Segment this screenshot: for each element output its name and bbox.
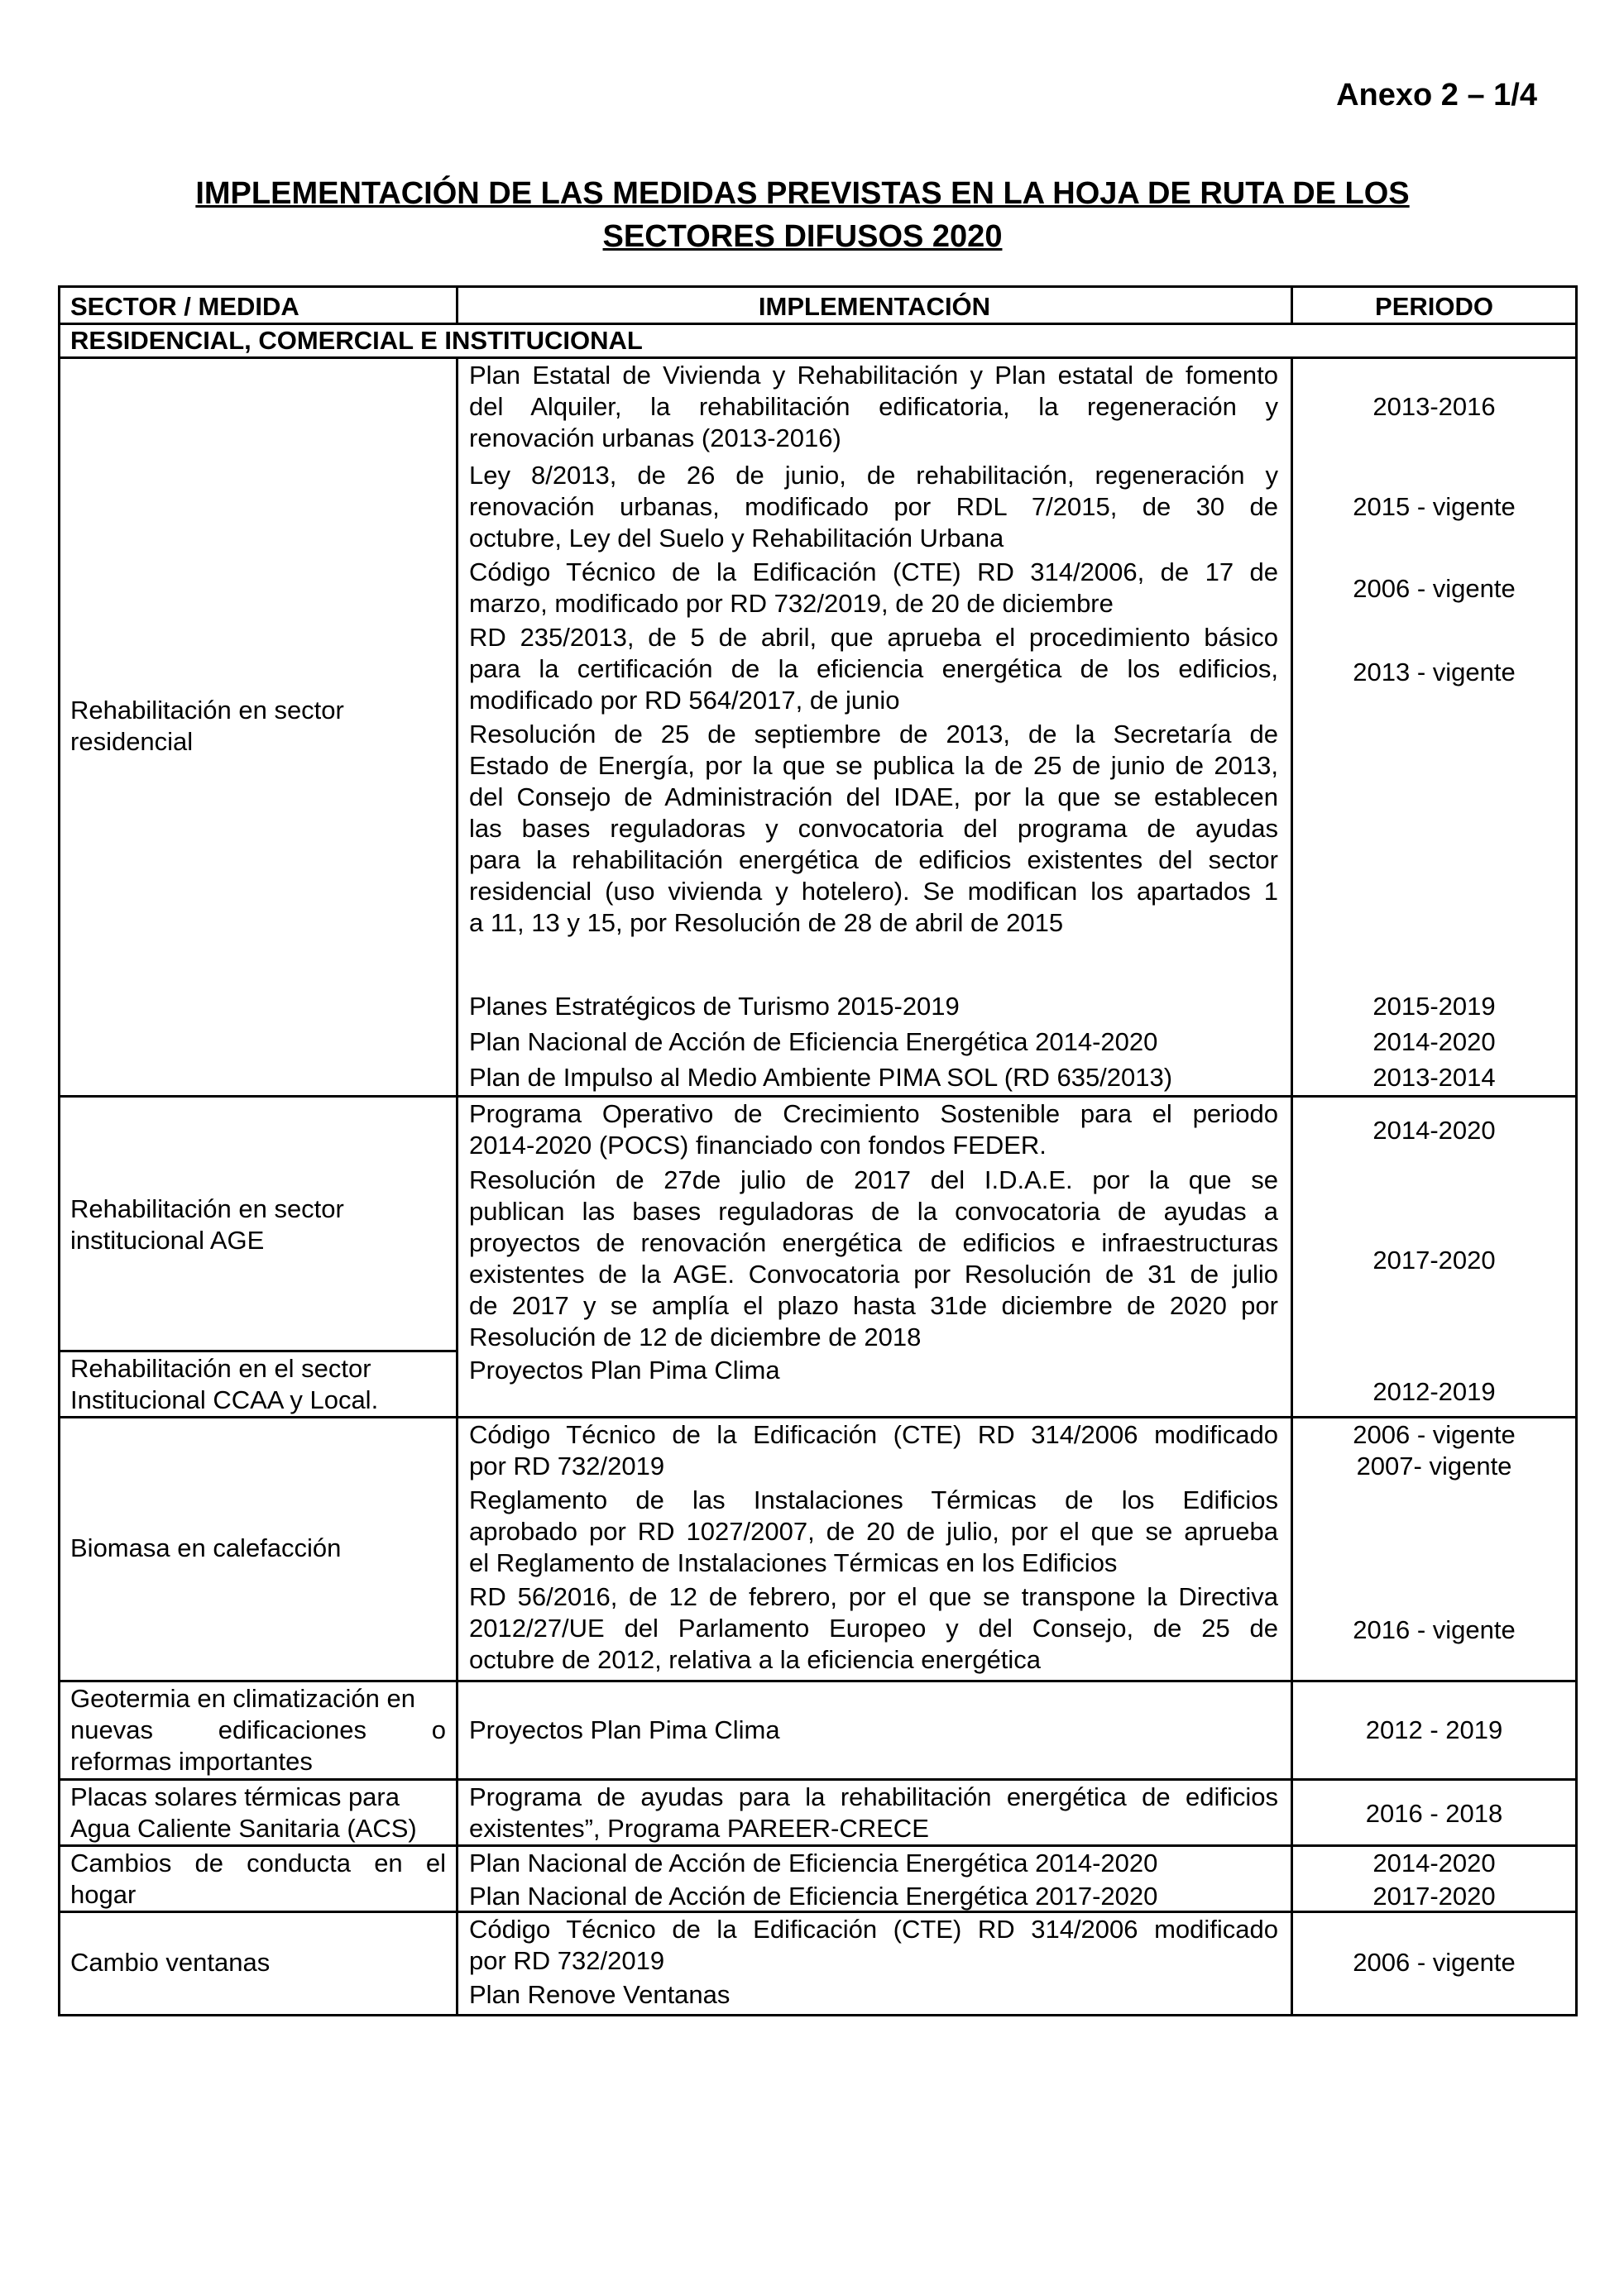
impl-r1-line-7: Código Técnico de la Edificación (CTE) RD 314/2006, de 17 de (469, 557, 1278, 586)
impl-r1-line-20: Plan Nacional de Acción de Eficiencia Energética 2014-2020 (469, 1027, 1158, 1056)
impl-r2-line-3: Resolución de 27de julio de 2017 del I.D.A.E. por la que se (469, 1165, 1278, 1194)
sector-1-line-1: Rehabilitación en sector (70, 696, 344, 725)
period-r4-3: 2016 - vigente (1353, 1615, 1516, 1644)
impl-r1-line-3: renovación urbanas (2013-2016) (469, 423, 841, 452)
impl-r1-line-10: para la certificación de la eficiencia energética de los edificios, (469, 654, 1278, 683)
impl-r1-line-15: las bases reguladoras y convocatoria del programa de ayudas (469, 814, 1278, 843)
sector-7-line-2: hogar (70, 1880, 137, 1909)
sector-8-line-1: Cambio ventanas (70, 1948, 271, 1977)
sector-6-line-1: Placas solares térmicas para (70, 1782, 400, 1811)
col-rule-2 (1291, 356, 1293, 2014)
period-r1-6: 2014-2020 (1372, 1027, 1496, 1056)
period-r1-5: 2015-2019 (1372, 992, 1496, 1021)
impl-r6-line-2: existentes”, Programa PAREER-CRECE (469, 1814, 929, 1843)
impl-r2-line-6: existentes de la AGE. Convocatoria por Resolución de 31 de julio (469, 1260, 1278, 1289)
section-title: RESIDENCIAL, COMERCIAL E INSTITUCIONAL (70, 326, 643, 355)
impl-r1-line-5: renovación urbanas, modificado por RDL 7/2015, de 30 de (469, 492, 1278, 521)
period-r4-2: 2007- vigente (1356, 1452, 1512, 1480)
period-r2-1: 2014-2020 (1372, 1116, 1496, 1145)
sector-5-line-3: reformas importantes (70, 1747, 313, 1776)
period-r7-2: 2017-2020 (1372, 1882, 1496, 1911)
period-r4-1: 2006 - vigente (1353, 1420, 1516, 1449)
sector-1-line-2: residencial (70, 727, 194, 756)
sector-5-line-1: Geotermia en climatización en (70, 1684, 415, 1713)
sector-3-line-1: Rehabilitación en el sector (70, 1354, 371, 1383)
impl-r4-line-5: el Reglamento de Instalaciones Térmicas en los Edificios (469, 1548, 1118, 1577)
period-r6-1: 2016 - 2018 (1365, 1799, 1503, 1828)
sector-6-line-2: Agua Caliente Sanitaria (ACS) (70, 1814, 417, 1843)
impl-r1-line-13: Estado de Energía, por la que se publica la de 25 de junio de 2013, (469, 751, 1278, 780)
period-r1-1: 2013-2016 (1372, 392, 1496, 421)
impl-r8-line-3: Plan Renove Ventanas (469, 1980, 731, 2009)
period-r1-7: 2013-2014 (1372, 1063, 1496, 1092)
impl-r2-line-7: de 2017 y se amplía el plazo hasta 31de diciembre de 2020 por (469, 1291, 1278, 1320)
sector-7-line-1: Cambios de conducta en el (70, 1849, 446, 1877)
impl-r4-line-8: octubre de 2012, relativa a la eficiencia energética (469, 1645, 1042, 1674)
impl-r1-line-6: octubre, Ley del Suelo y Rehabilitación Urbana (469, 524, 1004, 552)
impl-r5-line-1: Proyectos Plan Pima Clima (469, 1715, 780, 1744)
impl-r1-line-21: Plan de Impulso al Medio Ambiente PIMA SOL (RD 635/2013) (469, 1063, 1173, 1092)
title-line-2: SECTORES DIFUSOS 2020 (602, 219, 1003, 254)
impl-r6-line-1: Programa de ayudas para la rehabilitación energética de edificios (469, 1782, 1278, 1811)
sector-2-line-2: institucional AGE (70, 1226, 265, 1255)
impl-r1-line-1: Plan Estatal de Vivienda y Rehabilitación y Plan estatal de fomento (469, 361, 1278, 390)
rule-row-4 (60, 1680, 1575, 1682)
impl-r1-line-18: a 11, 13 y 15, por Resolución de 28 de abril de 2015 (469, 908, 1064, 937)
impl-r4-line-7: 2012/27/UE del Parlamento Europeo y del Consejo, de 25 de (469, 1614, 1278, 1643)
impl-r1-line-4: Ley 8/2013, de 26 de junio, de rehabilitación, regeneración y (469, 461, 1278, 490)
annex-label: Anexo 2 – 1/4 (1336, 78, 1537, 112)
period-r1-3: 2006 - vigente (1353, 574, 1516, 603)
impl-r1-line-14: del Consejo de Administración del IDAE, por la que se establecen (469, 782, 1278, 811)
sector-4-line-1: Biomasa en calefacción (70, 1533, 342, 1562)
impl-r2-line-5: proyectos de renovación energética de edificios e infraestructuras (469, 1228, 1278, 1257)
period-r1-2: 2015 - vigente (1353, 492, 1516, 521)
rule-row-1 (60, 1095, 1575, 1098)
measures-table (58, 285, 1578, 2016)
col-rule-1 (456, 356, 458, 2014)
impl-r1-line-17: residencial (uso vivienda y hotelero). Se modifican los apartados 1 (469, 877, 1278, 906)
rule-row-2 (60, 1350, 457, 1352)
header-sector: SECTOR / MEDIDA (70, 292, 299, 321)
document-title (99, 172, 1506, 258)
impl-r2-line-4: publican las bases reguladoras de la convocatoria de ayudas a (469, 1197, 1278, 1226)
period-r3-1: 2012-2019 (1372, 1377, 1496, 1406)
impl-r8-line-2: por RD 732/2019 (469, 1946, 665, 1975)
period-r5-1: 2012 - 2019 (1365, 1715, 1503, 1744)
sector-5-line-2: nuevas edificaciones o (70, 1715, 446, 1744)
impl-r4-line-1: Código Técnico de la Edificación (CTE) RD 314/2006 modificado (469, 1420, 1278, 1449)
impl-r1-line-11: modificado por RD 564/2017, de junio (469, 686, 900, 715)
impl-r4-line-4: aprobado por RD 1027/2007, de 20 de julio, por el que se aprueba (469, 1517, 1278, 1546)
impl-r4-line-3: Reglamento de las Instalaciones Térmicas de los Edificios (469, 1485, 1278, 1514)
impl-r1-line-8: marzo, modificado por RD 732/2019, de 20 de diciembre (469, 589, 1114, 618)
impl-r7-line-2: Plan Nacional de Acción de Eficiencia Energética 2017-2020 (469, 1882, 1158, 1911)
impl-r4-line-6: RD 56/2016, de 12 de febrero, por el que se transpone la Directiva (469, 1582, 1278, 1611)
impl-r8-line-1: Código Técnico de la Edificación (CTE) RD 314/2006 modificado (469, 1915, 1278, 1944)
period-r2-2: 2017-2020 (1372, 1246, 1496, 1275)
impl-r4-line-2: por RD 732/2019 (469, 1452, 665, 1480)
sector-2-line-1: Rehabilitación en sector (70, 1194, 344, 1223)
impl-r2-line-8: Resolución de 12 de diciembre de 2018 (469, 1323, 922, 1351)
impl-r2-line-1: Programa Operativo de Crecimiento Sostenible para el periodo (469, 1099, 1278, 1128)
title-line-1: IMPLEMENTACIÓN DE LAS MEDIDAS PREVISTAS EN LA HOJA DE RUTA DE LOS (195, 176, 1410, 211)
period-r7-1: 2014-2020 (1372, 1849, 1496, 1877)
rule-row-5 (60, 1778, 1575, 1781)
impl-r3-line-1: Proyectos Plan Pima Clima (469, 1356, 780, 1385)
impl-r1-line-9: RD 235/2013, de 5 de abril, que aprueba el procedimiento básico (469, 623, 1278, 652)
rule-row-6 (60, 1844, 1575, 1847)
impl-r7-line-1: Plan Nacional de Acción de Eficiencia Energética 2014-2020 (469, 1849, 1158, 1877)
impl-r1-line-16: para la rehabilitación energética de edificios existentes del sector (469, 845, 1278, 874)
header-period: PERIODO (1375, 292, 1493, 321)
rule-row-3 (60, 1416, 1575, 1418)
sector-3-line-2: Institucional CCAA y Local. (70, 1385, 379, 1414)
header-implementation: IMPLEMENTACIÓN (758, 292, 991, 321)
period-r1-4: 2013 - vigente (1353, 658, 1516, 686)
impl-r1-line-12: Resolución de 25 de septiembre de 2013, de la Secretaría de (469, 720, 1278, 749)
impl-r1-line-19: Planes Estratégicos de Turismo 2015-2019 (469, 992, 960, 1021)
impl-r1-line-2: del Alquiler, la rehabilitación edificatoria, la regeneración y (469, 392, 1278, 421)
impl-r2-line-2: 2014-2020 (POCS) financiado con fondos FEDER. (469, 1131, 1047, 1160)
rule-section (60, 356, 1575, 359)
period-r8-1: 2006 - vigente (1353, 1948, 1516, 1977)
